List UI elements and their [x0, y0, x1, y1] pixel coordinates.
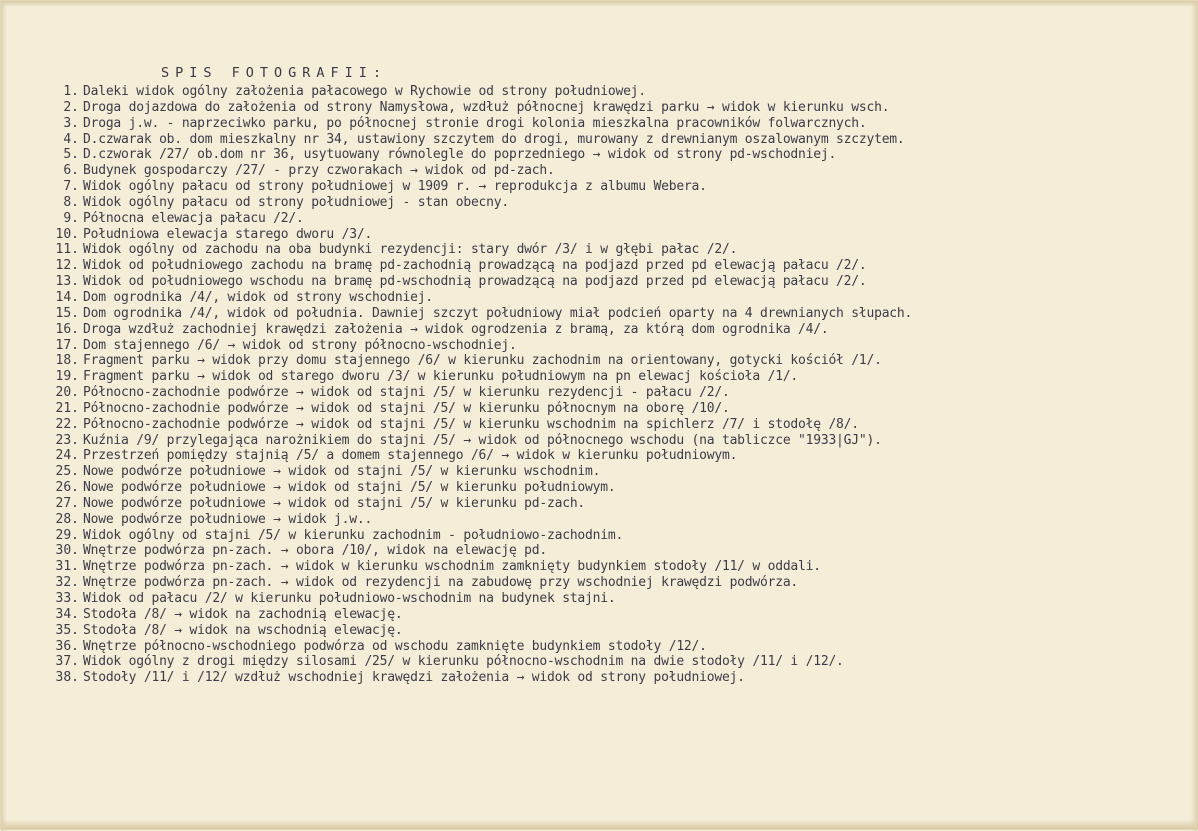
- list-item: [47, 116, 912, 132]
- item-text: Dom ogrodnika /4/, widok od południa. Dawniej szczyt południowy miał podcień oparty na 4 drewnianych słupach.: [83, 305, 913, 321]
- item-text: Wnętrze podwórza pn-zach. → widok w kierunku wschodnim zamknięty budynkiem stodoły /11/ w oddali.: [83, 559, 821, 575]
- list-item: [47, 385, 912, 401]
- list-item: [47, 306, 912, 322]
- item-text: D.czworak /27/ ob.dom nr 36, usytuowany równolegle do poprzedniego → widok od strony pd-wschodniej.: [83, 147, 837, 163]
- item-text: Stodoła /8/ → widok na zachodnią elewację.: [83, 606, 403, 622]
- list-item: [47, 448, 912, 464]
- item-number: 30.: [55, 543, 79, 559]
- list-item: [47, 464, 912, 480]
- item-number: 26.: [55, 480, 79, 496]
- item-number: 37.: [55, 654, 79, 670]
- item-text: Droga dojazdowa do założenia od strony Namysłowa, wzdłuż północnej krawędzi parku → widok w kierunku wsch.: [83, 99, 890, 115]
- item-number: 7.: [63, 179, 79, 195]
- item-text: Widok ogólny z drogi między silosami /25/ w kierunku północno-wschodnim na dwie stodoły /11/ i /12/.: [83, 654, 844, 670]
- item-number: 33.: [55, 591, 79, 606]
- item-text: Nowe podwórze południowe → widok od stajni /5/ w kierunku pd-zach.: [83, 495, 586, 511]
- list-item: [47, 227, 912, 243]
- item-text: Droga j.w. - naprzeciwko parku, po północnej stronie drogi kolonia mieszkalna pracowników folwarcznych.: [83, 115, 867, 131]
- list-item: [47, 147, 912, 163]
- list-item: [47, 322, 912, 338]
- list-item: [47, 654, 912, 670]
- item-text: Widok ogólny od zachodu na oba budynki rezydencji: stary dwór /3/ i w głębi pałac /2/.: [83, 242, 738, 258]
- paper-edge-left: [1, 1, 7, 831]
- item-text: Fragment parku → widok przy domu stajennego /6/ w kierunku zachodnim na orientowany, gotycki kościół /1/.: [83, 353, 882, 369]
- item-text: D.czwarak ob. dom mieszkalny nr 34, ustawiony szczytem do drogi, murowany z drewnianym oszalowanym szczytem.: [83, 131, 905, 147]
- list-item: [47, 353, 912, 369]
- list-item: [47, 211, 912, 227]
- item-number: 18.: [55, 353, 79, 369]
- list-item: [47, 480, 912, 496]
- list-item: [47, 528, 912, 544]
- item-number: 10.: [55, 226, 79, 242]
- item-text: Droga wzdłuż zachodniej krawędzi założenia → widok ogrodzenia z bramą, za którą dom ogrodnika /4/.: [83, 321, 829, 337]
- list-item: [47, 591, 912, 607]
- list-item: [47, 163, 912, 179]
- list-item: [47, 258, 912, 274]
- page-title: SPIS FOTOGRAFII:: [161, 65, 388, 81]
- item-number: 28.: [55, 511, 79, 527]
- item-text: Nowe podwórze południowe → widok j.w..: [83, 511, 373, 527]
- list-item: [47, 496, 912, 512]
- item-text: Przestrzeń pomiędzy stajnią /5/ a domem stajennego /6/ → widok w kierunku południowym.: [83, 448, 738, 464]
- list-item: [47, 543, 912, 559]
- list-item: [47, 417, 912, 433]
- item-number: 17.: [55, 337, 79, 353]
- item-number: 34.: [55, 606, 79, 622]
- item-text: Widok od południowego wschodu na bramę pd-wschodnią prowadzącą na podjazd przed pd elewacją pałacu /2/.: [83, 274, 867, 290]
- list-item: [47, 100, 912, 116]
- list-item: [47, 512, 912, 528]
- item-text: Stodoła /8/ → widok na wschodnią elewację.: [83, 622, 403, 638]
- list-item: [47, 369, 912, 385]
- paper-edge-bottom: [1, 819, 1198, 829]
- item-text: Dom stajennego /6/ → widok od strony północno-wschodniej.: [83, 337, 517, 353]
- item-text: Budynek gospodarczy /27/ - przy czworakach → widok od pd-zach.: [83, 163, 555, 179]
- item-text: Fragment parku → widok od starego dworu /3/ w kierunku południowym na pn elewacj kościoła /1/.: [83, 369, 799, 385]
- item-number: 4.: [63, 131, 79, 147]
- item-number: 35.: [55, 622, 79, 638]
- item-number: 14.: [55, 289, 79, 305]
- list-item: [47, 179, 912, 195]
- item-number: 32.: [55, 575, 79, 591]
- list-item: [47, 559, 912, 575]
- item-text: Dom ogrodnika /4/, widok od strony wschodniej.: [83, 289, 433, 305]
- item-text: Wnętrze podwórza pn-zach. → obora /10/, widok na elewację pd.: [83, 543, 548, 559]
- item-number: 11.: [55, 242, 79, 258]
- item-text: Widok ogólny od stajni /5/ w kierunku zachodnim - południowo-zachodnim.: [83, 527, 624, 543]
- item-text: Widok od południowego zachodu na bramę pd-zachodnią prowadzącą na podjazd przed pd elewacją pałacu /2/.: [83, 258, 867, 274]
- list-item: [47, 607, 912, 623]
- list-item: [47, 274, 912, 290]
- photo-list: [47, 84, 912, 686]
- item-text: Nowe podwórze południowe → widok od stajni /5/ w kierunku wschodnim.: [83, 464, 601, 480]
- item-number: 36.: [55, 638, 79, 654]
- item-number: 13.: [55, 274, 79, 290]
- list-item: [47, 401, 912, 417]
- list-item: [47, 242, 912, 258]
- item-number: 31.: [55, 559, 79, 575]
- item-number: 19.: [55, 369, 79, 385]
- item-text: Północno-zachodnie podwórze → widok od stajni /5/ w kierunku wschodnim na spichlerz /7/ i stodołę /8/.: [83, 416, 859, 432]
- item-text: Wnętrze północno-wschodniego podwórza od wschodu zamknięte budynkiem stodoły /12/.: [83, 638, 707, 654]
- item-number: 27.: [55, 495, 79, 511]
- item-number: 5.: [63, 147, 79, 163]
- item-number: 22.: [55, 416, 79, 432]
- item-text: Kuźnia /9/ przylegająca narożnikiem do stajni /5/ → widok od północnego wschodu (na tabliczce "1933|GJ").: [83, 432, 882, 448]
- item-number: 25.: [55, 464, 79, 480]
- item-text: Widok ogólny pałacu od strony południowej w 1909 r. → reprodukcja z albumu Webera.: [83, 179, 707, 195]
- item-number: 24.: [55, 448, 79, 464]
- item-text: Daleki widok ogólny założenia pałacowego w Rychowie od strony południowej.: [83, 84, 646, 99]
- item-number: 6.: [63, 163, 79, 179]
- item-number: 12.: [55, 258, 79, 274]
- list-item: [47, 132, 912, 148]
- item-text: Południowa elewacja starego dworu /3/.: [83, 226, 373, 242]
- item-number: 3.: [63, 115, 79, 131]
- item-text: Nowe podwórze południowe → widok od stajni /5/ w kierunku południowym.: [83, 480, 616, 496]
- item-number: 20.: [55, 385, 79, 401]
- list-item: [47, 84, 912, 100]
- item-text: Widok ogólny pałacu od strony południowej - stan obecny.: [83, 194, 509, 210]
- item-number: 23.: [55, 432, 79, 448]
- paper-edge-right: [1191, 1, 1197, 831]
- list-item: [47, 670, 912, 686]
- item-text: Stodoły /11/ i /12/ wzdłuż wschodniej krawędzi założenia → widok od strony południowej.: [83, 670, 745, 686]
- item-number: 8.: [63, 194, 79, 210]
- item-number: 29.: [55, 527, 79, 543]
- list-item: [47, 195, 912, 211]
- item-number: 9.: [63, 210, 79, 226]
- item-number: 1.: [63, 84, 79, 99]
- item-number: 38.: [55, 670, 79, 686]
- item-number: 15.: [55, 305, 79, 321]
- item-text: Północno-zachodnie podwórze → widok od stajni /5/ w kierunku północnym na oborę /10/.: [83, 400, 730, 416]
- item-number: 16.: [55, 321, 79, 337]
- paper-edge-top: [1, 1, 1198, 7]
- list-item: [47, 290, 912, 306]
- item-text: Wnętrze podwórza pn-zach. → widok od rezydencji na zabudowę przy wschodniej krawędzi podwórza.: [83, 575, 799, 591]
- list-item: [47, 639, 912, 655]
- item-text: Północno-zachodnie podwórze → widok od stajni /5/ w kierunku rezydencji - pałacu /2/.: [83, 385, 730, 401]
- item-number: 21.: [55, 400, 79, 416]
- list-item: [47, 575, 912, 591]
- item-text: Północna elewacja pałacu /2/.: [83, 210, 304, 226]
- list-item: [47, 338, 912, 354]
- list-item: [47, 433, 912, 449]
- item-number: 2.: [63, 99, 79, 115]
- list-item: [47, 623, 912, 639]
- item-text: Widok od pałacu /2/ w kierunku południowo-wschodnim na budynek stajni.: [83, 591, 616, 606]
